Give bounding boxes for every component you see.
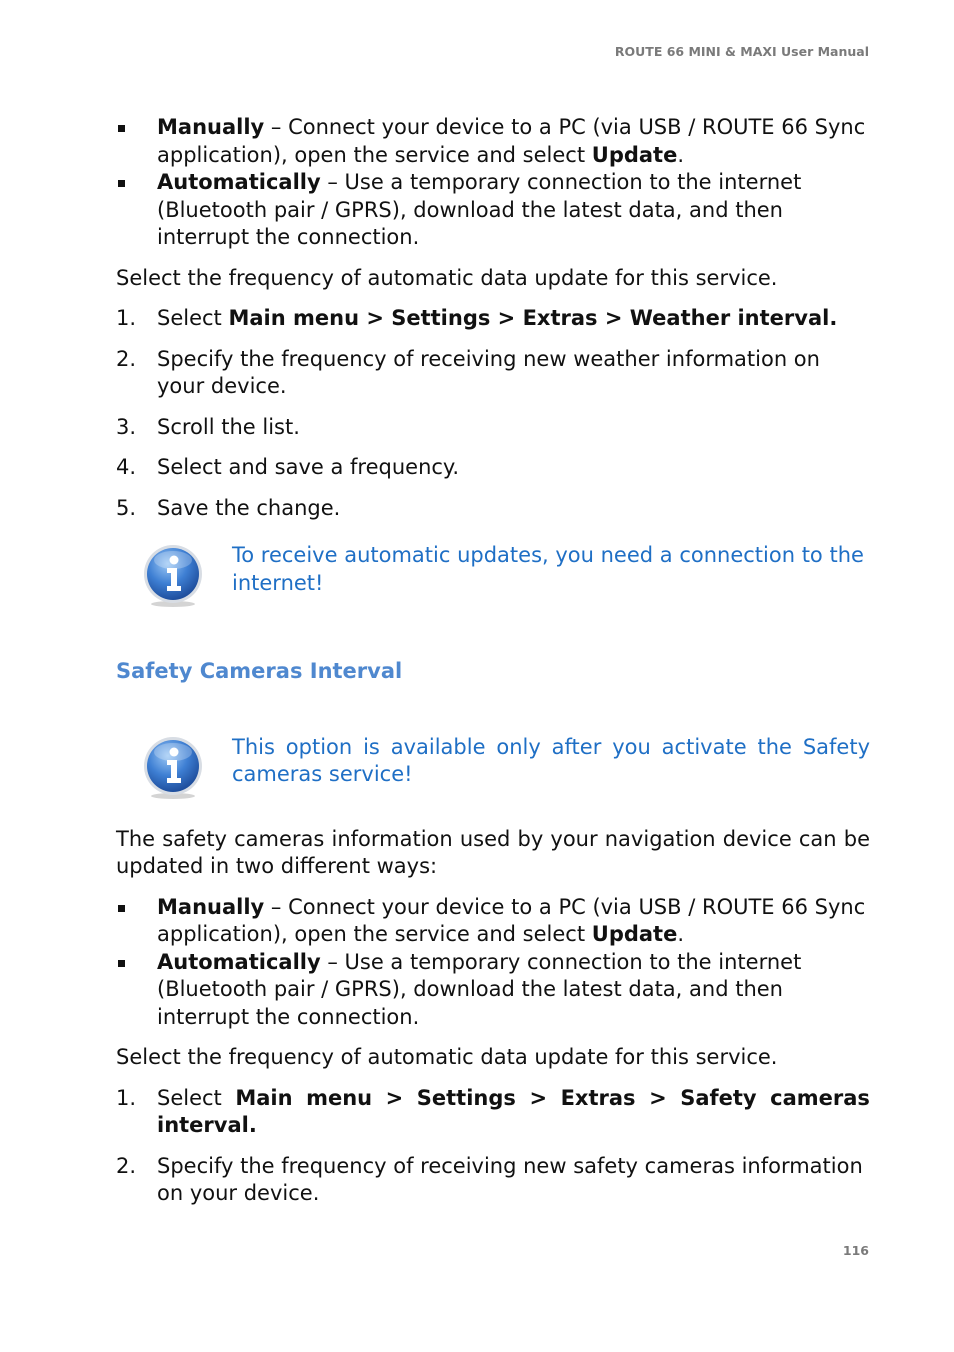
note-text: This option is available only after you activate the Safety cameras service! bbox=[232, 734, 870, 786]
weather-steps bbox=[116, 305, 870, 522]
safety-intro: Select the frequency of automatic data update for this service. bbox=[116, 1045, 778, 1069]
square-bullet-icon bbox=[118, 180, 125, 187]
section-heading: Safety Cameras Interval bbox=[116, 659, 403, 683]
info-icon bbox=[141, 544, 205, 608]
step-item: 2. Specify the frequency of receiving new safety cameras information on your device. bbox=[116, 1153, 863, 1205]
safety-steps bbox=[116, 1085, 870, 1208]
menu-path: interval. bbox=[157, 1113, 257, 1137]
bullet-text: – Connect your device to a PC (via USB / ROUTE 66 Sync application), open the service and select bbox=[157, 894, 866, 946]
bullet-text: – Connect your device to a PC (via USB / ROUTE 66 Sync application), open the service and select bbox=[157, 115, 866, 167]
bullet-text: – Use a temporary connection to the internet (Bluetooth pair / GPRS), download the latest data, and then interrupt the connection. bbox=[157, 170, 802, 249]
safety-update-methods bbox=[116, 894, 870, 1032]
page-number: 116 bbox=[842, 1243, 869, 1258]
info-note bbox=[116, 542, 870, 610]
term-update: Update bbox=[591, 142, 678, 167]
weather-update-methods bbox=[116, 114, 870, 252]
square-bullet-icon bbox=[118, 905, 125, 912]
term-update: Update bbox=[591, 922, 678, 946]
term-manually: Manually bbox=[157, 115, 265, 139]
step-item: 1. Select Main menu > Settings > Extras > Weather interval. bbox=[116, 306, 838, 330]
page-header: ROUTE 66 MINI & MAXI User Manual bbox=[614, 44, 869, 59]
bullet-text: – Use a temporary connection to the internet (Bluetooth pair / GPRS), download the latest data, and then interrupt the connection. bbox=[157, 949, 802, 1029]
term-automatically: Automatically bbox=[157, 949, 321, 974]
info-icon bbox=[141, 736, 205, 800]
safety-description: The safety cameras information used by your navigation device can be updated in two different ways: bbox=[116, 826, 870, 878]
square-bullet-icon bbox=[118, 125, 125, 132]
list-item bbox=[116, 949, 870, 1032]
step-item: 3. Scroll the list. bbox=[116, 414, 300, 439]
menu-path-line: Select Main menu > Settings > Extras > Safety cameras bbox=[157, 1085, 870, 1110]
step-item: 1. Select Main menu > Settings > Extras > Safety cameras interval. bbox=[116, 1085, 870, 1137]
weather-intro: Select the frequency of automatic data update for this service. bbox=[116, 265, 778, 290]
step-item: 4. Select and save a frequency. bbox=[116, 455, 460, 479]
term-manually: Manually bbox=[157, 894, 265, 919]
list-item: Manually – Connect your device to a PC (via USB / ROUTE 66 Sync application), open the service and select Update. bbox=[116, 114, 870, 169]
info-note bbox=[116, 734, 870, 802]
page-content bbox=[116, 114, 870, 1208]
list-item bbox=[116, 169, 870, 252]
list-item: Manually – Connect your device to a PC (via USB / ROUTE 66 Sync application), open the service and select Update. bbox=[116, 894, 870, 949]
step-item: 2. Specify the frequency of receiving new weather information on your device. bbox=[116, 346, 820, 398]
note-text: To receive automatic updates, you need a connection to the internet! bbox=[232, 543, 864, 595]
square-bullet-icon bbox=[118, 960, 125, 967]
term-automatically: Automatically bbox=[157, 170, 321, 194]
menu-path: Main menu > Settings > Extras > Weather interval. bbox=[228, 306, 838, 330]
step-item: 5. Save the change. bbox=[116, 495, 341, 520]
